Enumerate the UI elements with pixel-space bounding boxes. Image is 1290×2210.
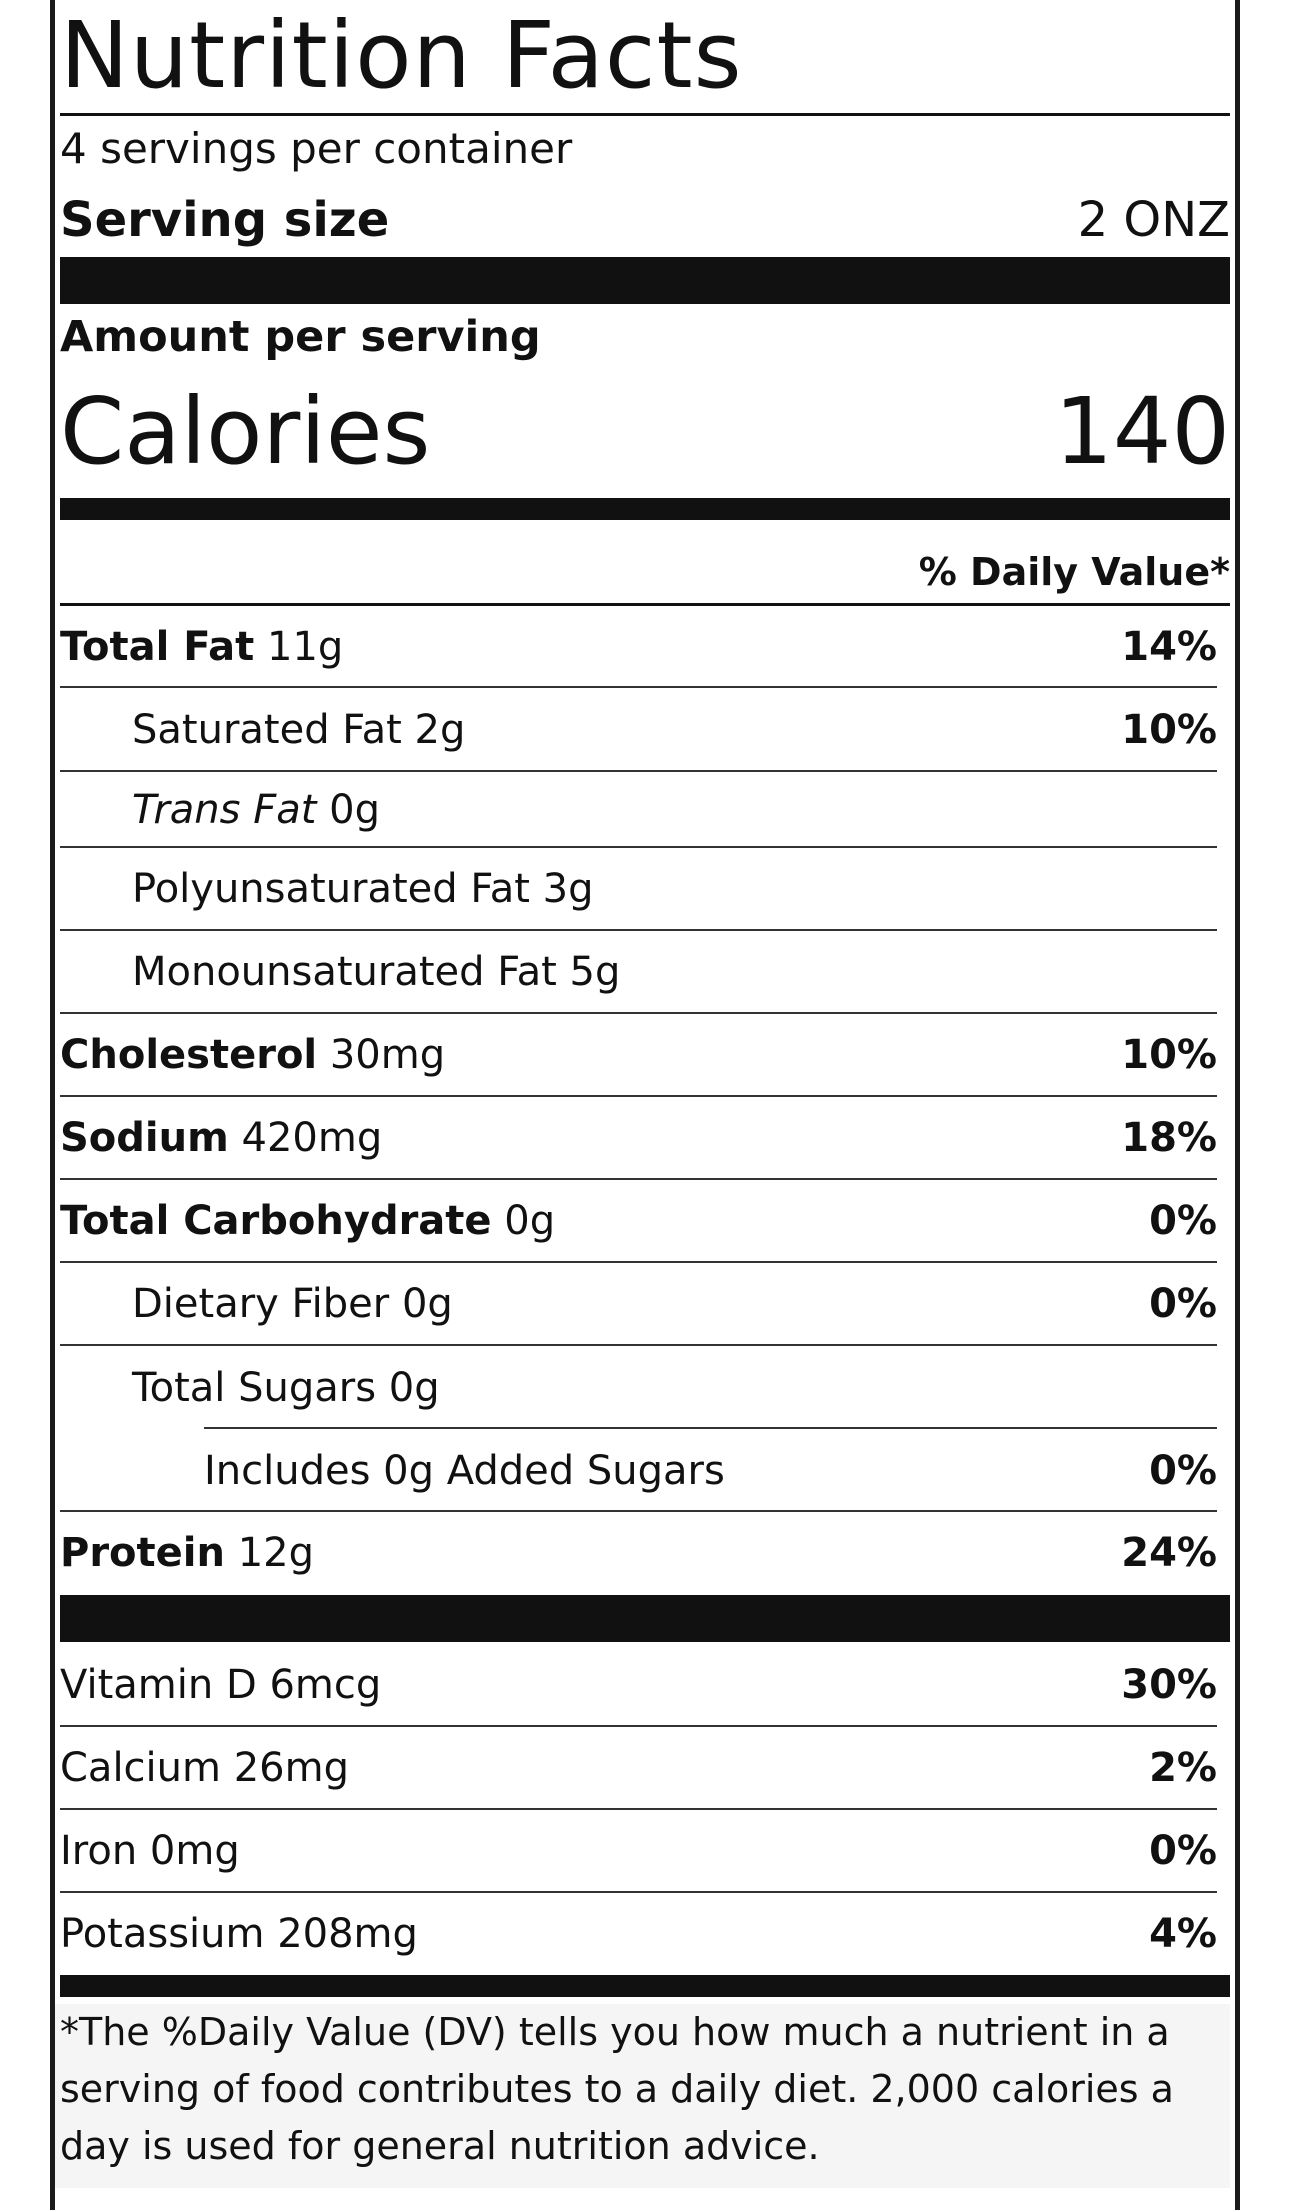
thick-divider-footnote	[60, 1975, 1230, 1997]
nutrient-name: Dietary Fiber	[132, 1281, 390, 1327]
footnote-text: *The %Daily Value (DV) tells you how much a nutrient in a serving of food contributes to a daily diet. 2,000 calories a day is used for general nutrition advice.	[60, 2010, 1174, 2168]
nutrient-name: Total Carbohydrate	[60, 1198, 492, 1244]
title-divider	[60, 113, 1230, 116]
nutrient-amount: 12g	[237, 1530, 314, 1576]
vitamin-amount: 26mg	[233, 1745, 349, 1791]
vitamin-amount: 208mg	[277, 1911, 418, 1957]
row-divider	[60, 846, 1217, 848]
vitamin-dv: 4%	[1149, 1911, 1217, 1957]
nutrient-dv: 14%	[1121, 624, 1217, 670]
row-divider	[60, 1510, 1217, 1512]
amount-per-serving-label: Amount per serving	[60, 312, 541, 362]
label-title: Nutrition Facts	[60, 2, 743, 109]
nutrient-name: Total Fat	[60, 624, 255, 670]
dv-divider	[60, 603, 1230, 606]
row-divider	[60, 929, 1217, 931]
row-divider	[60, 1012, 1217, 1014]
nutrient-amount: 0g	[401, 1281, 453, 1327]
nutrient-dv: 10%	[1121, 707, 1217, 753]
daily-value-header: % Daily Value*	[918, 550, 1230, 594]
nutrient-name: Saturated Fat	[132, 707, 402, 753]
vitamin-dv: 2%	[1149, 1745, 1217, 1791]
nutrient-amount: 0g	[329, 787, 380, 833]
calories-label: Calories	[60, 378, 431, 485]
row-divider	[60, 1344, 1217, 1346]
vitamin-name: Vitamin D	[60, 1662, 257, 1708]
nutrient-amount: 0g	[504, 1198, 556, 1244]
nutrient-dv: 0%	[1149, 1281, 1217, 1327]
row-divider	[204, 1427, 1217, 1429]
nutrient-amount: 420mg	[241, 1115, 383, 1161]
nutrient-dv: 18%	[1121, 1115, 1217, 1161]
footnote-box	[55, 2004, 1230, 2188]
nutrient-name: Includes 0g Added Sugars	[204, 1448, 725, 1494]
nutrient-amount: 0g	[388, 1365, 440, 1411]
nutrient-name: Sodium	[60, 1115, 229, 1161]
vitamin-amount: 0mg	[149, 1828, 240, 1874]
row-divider	[60, 1725, 1217, 1727]
vitamin-name: Potassium	[60, 1911, 265, 1957]
thick-divider-calories	[60, 498, 1230, 520]
row-divider	[60, 686, 1217, 688]
nutrient-name: Total Sugars	[132, 1365, 377, 1411]
serving-size-label: Serving size	[60, 192, 390, 248]
nutrient-dv: 0%	[1149, 1448, 1217, 1494]
row-divider	[60, 1891, 1217, 1893]
nutrient-name: Polyunsaturated Fat	[132, 866, 530, 912]
vitamin-name: Calcium	[60, 1745, 221, 1791]
vitamin-dv: 30%	[1121, 1662, 1217, 1708]
vitamin-amount: 6mcg	[269, 1662, 382, 1708]
nutrient-amount: 5g	[569, 949, 621, 995]
nutrient-dv: 10%	[1121, 1032, 1217, 1078]
nutrient-amount: 3g	[542, 866, 594, 912]
nutrient-name: Protein	[60, 1530, 225, 1576]
row-divider	[60, 1095, 1217, 1097]
vitamin-dv: 0%	[1149, 1828, 1217, 1874]
calories-value: 140	[1054, 378, 1230, 485]
serving-size-value: 2 ONZ	[1077, 192, 1230, 248]
nutrient-amount: 11g	[267, 624, 344, 670]
thick-divider-top	[60, 257, 1230, 304]
thick-divider-vitamins	[60, 1595, 1230, 1642]
row-divider	[60, 1178, 1217, 1180]
vitamin-name: Iron	[60, 1828, 138, 1874]
row-divider	[60, 1808, 1217, 1810]
nutrient-dv: 24%	[1121, 1530, 1217, 1576]
nutrient-amount: 30mg	[329, 1032, 446, 1078]
nutrient-name: Trans Fat	[132, 787, 317, 833]
nutrient-name: Cholesterol	[60, 1032, 318, 1078]
nutrient-dv: 0%	[1149, 1198, 1217, 1244]
row-divider	[60, 770, 1217, 772]
nutrient-amount: 2g	[414, 707, 466, 753]
row-divider	[60, 1261, 1217, 1263]
nutrient-name: Monounsaturated Fat	[132, 949, 557, 995]
servings-per-container: 4 servings per container	[60, 124, 573, 173]
